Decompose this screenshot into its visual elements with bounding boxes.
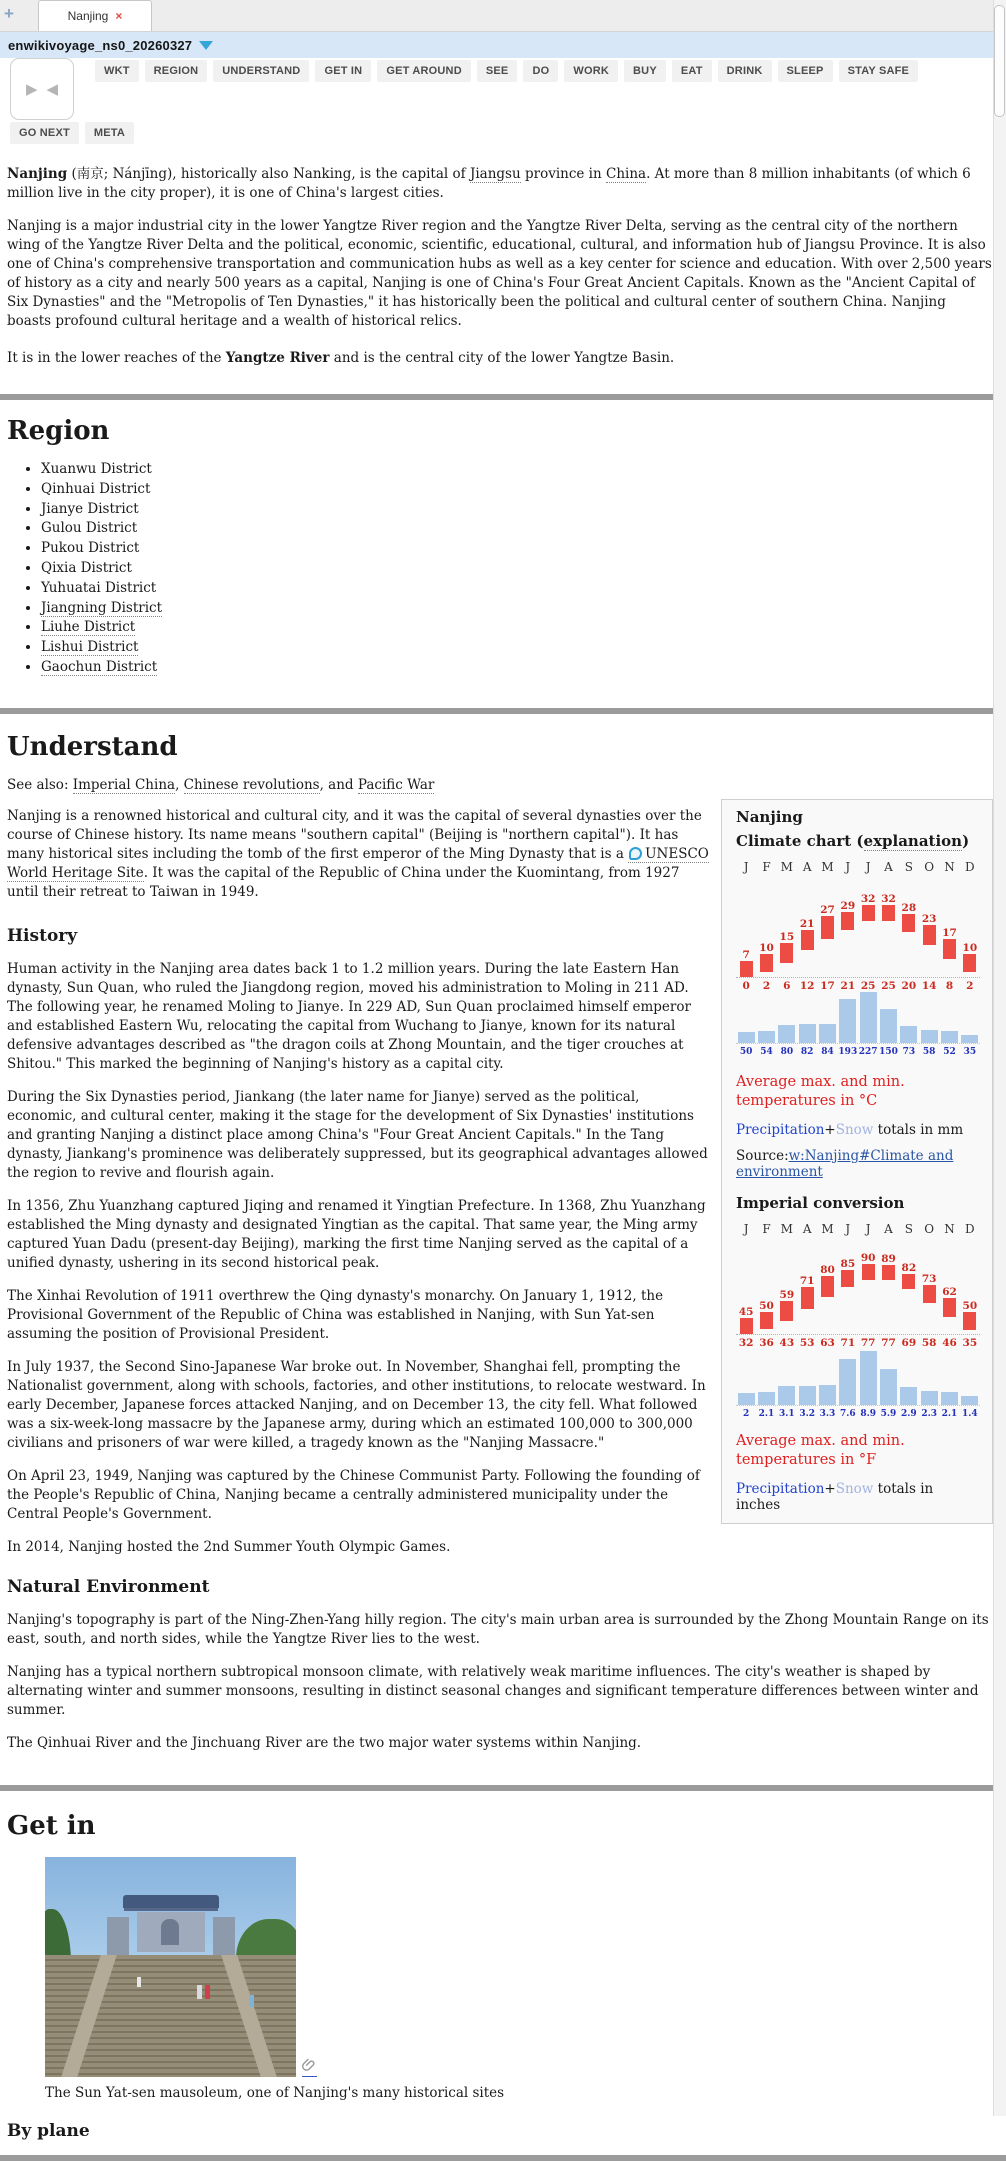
nav-button-see[interactable]: SEE — [477, 60, 518, 82]
month-label: N — [944, 859, 955, 874]
link-precipitation[interactable]: Precipitation — [736, 1481, 825, 1498]
precip-value-label: 2.1 — [758, 1408, 775, 1419]
precip-value-label: 7.6 — [839, 1408, 856, 1419]
precip-bar — [921, 1391, 938, 1405]
text-segment: Nanjing — [7, 166, 68, 182]
precip-value-label: 2 — [743, 1408, 750, 1419]
temp-max-label: 85 — [840, 1258, 856, 1271]
precip-value-label: 3.2 — [799, 1408, 815, 1419]
natural-paragraph-3 — [7, 1734, 993, 1753]
precip-value-label: 227 — [858, 1046, 878, 1057]
temp-max-label: 50 — [962, 1300, 978, 1313]
temp-range-bar — [841, 1270, 854, 1287]
temp-range-bar — [882, 905, 895, 921]
month-label: M — [780, 859, 793, 874]
temp-max-label: 90 — [860, 1252, 876, 1265]
temp-min-label: 46 — [942, 1336, 957, 1349]
precip-bar — [900, 1387, 917, 1404]
chevron-down-icon[interactable] — [199, 41, 213, 50]
temp-max-label: 80 — [820, 1264, 835, 1277]
precip-baseline — [736, 1043, 980, 1044]
precip-bar — [839, 999, 856, 1042]
forward-arrow-icon[interactable]: ▶ — [25, 80, 38, 98]
temp-min-label: 14 — [921, 979, 937, 992]
link-precipitation[interactable]: Precipitation — [736, 1121, 825, 1138]
get-in-heading: Get in — [7, 1810, 96, 1841]
precip-value-label: 35 — [963, 1046, 977, 1057]
month-label: O — [924, 1221, 935, 1236]
precip-bar — [778, 1025, 795, 1043]
link-chinese-revolutions[interactable]: Chinese revolutions — [183, 776, 320, 793]
month-label: J — [845, 1221, 851, 1236]
temp-min-label: 63 — [820, 1336, 835, 1349]
temp-max-label: 32 — [881, 892, 896, 905]
link-jiangsu[interactable]: Jiangsu — [469, 166, 521, 182]
nav-button-buy[interactable]: BUY — [624, 60, 666, 82]
precip-baseline — [736, 1405, 980, 1406]
temp-min-label: 20 — [901, 979, 917, 992]
link-snow[interactable]: Snow — [835, 1481, 874, 1498]
temp-max-label: 10 — [962, 942, 978, 955]
temp-max-label: 62 — [942, 1285, 957, 1298]
text-segment: totals in mm — [873, 1121, 964, 1138]
temp-max-label: 10 — [759, 942, 774, 955]
precip-bar — [880, 1369, 897, 1404]
month-label: J — [865, 859, 871, 874]
link-snow[interactable]: Snow — [835, 1121, 874, 1138]
text-segment: , — [175, 776, 184, 793]
district-qinhuai-district: Qinhuai District — [41, 480, 151, 497]
text-segment: + — [824, 1481, 836, 1498]
temp-range-bar — [780, 1301, 793, 1320]
district-gulou-district: Gulou District — [41, 520, 138, 537]
temp-max-label: 82 — [901, 1261, 917, 1274]
temp-min-label: 53 — [799, 1336, 815, 1349]
temp-range-bar — [821, 916, 834, 939]
temp-min-label: 2 — [762, 979, 771, 992]
section-divider — [0, 1785, 1006, 1791]
temp-max-label: 45 — [738, 1306, 754, 1319]
intro-paragraph-2 — [7, 217, 993, 331]
month-label: S — [904, 859, 913, 874]
month-label: M — [780, 1221, 793, 1236]
temp-min-label: 35 — [962, 1336, 978, 1349]
precip-bar — [819, 1024, 836, 1043]
nav-button-go-next[interactable]: GO NEXT — [10, 122, 79, 144]
month-label: J — [743, 859, 749, 874]
precip-bar — [941, 1031, 958, 1043]
month-label: S — [904, 1221, 913, 1236]
natural-paragraph-1 — [7, 1611, 993, 1649]
district-list-item — [41, 658, 993, 678]
precip-bar — [738, 1032, 755, 1043]
temp-max-label: 59 — [779, 1289, 795, 1302]
month-label: A — [802, 859, 812, 874]
text-segment: + — [824, 1121, 836, 1138]
precip-value-label: 52 — [943, 1046, 956, 1057]
month-label: A — [884, 859, 893, 874]
temp-min-label: 21 — [840, 979, 856, 992]
photo-mausoleum-door — [161, 1919, 179, 1945]
temp-min-label: 25 — [860, 979, 876, 992]
month-label: F — [762, 859, 771, 874]
month-label: A — [802, 1221, 812, 1236]
temp-max-label: 15 — [779, 931, 795, 944]
month-label: M — [821, 859, 834, 874]
tab-title: Nanjing — [67, 9, 109, 23]
temp-range-bar — [740, 961, 753, 977]
precip-bar — [758, 1392, 775, 1405]
attachment-link-icon[interactable] — [302, 2057, 317, 2077]
text-segment: On April 23, 1949, Nanjing was captured by the Chinese Communist Party. Following the founding of the People's Republic of China, Nanjing became a centrally administered municipality under the Central People's Government. — [7, 1467, 700, 1522]
temp-min-label: 77 — [860, 1336, 876, 1349]
text-segment: The Xinhai Revolution of 1911 overthrew the Qing dynasty's monarchy. On January 1, 1912, the Provisional Government of the Republic of China was established in Nanjing, with Sun Yat-sen assuming the position of Provisional President. — [7, 1287, 664, 1342]
text-segment: See also: — [7, 776, 73, 793]
precip-bar — [880, 1009, 897, 1043]
precip-value-label: 2.1 — [941, 1408, 958, 1419]
link-china[interactable]: China — [606, 166, 647, 182]
tab-bar — [0, 0, 1006, 32]
precip-bar — [961, 1035, 978, 1043]
scrollbar-track[interactable] — [993, 0, 1006, 2116]
temp-min-label: 32 — [738, 1336, 754, 1349]
text-segment: In 1356, Zhu Yuanzhang captured Jiqing and renamed it Yingtian Prefecture. In 1368, Zhu Yuanzhang established the Ming dynasty and designated Yingtian as the capital. That same year, the Ming army captured Yuan Dadu (present-day Beijing), marking the first time Nanjing served as the capital of a unified dynasty, ushering in its second historical peak. — [7, 1197, 706, 1271]
text-segment: totals in inches — [736, 1481, 934, 1514]
photo-person — [197, 1985, 202, 1999]
history-heading: History — [7, 925, 78, 946]
text-segment: Nanjing is a major industrial city in the lower Yangtze River region and the Yangtze River Delta, serving as the central city of the northern wing of the Yangtze River Delta and the political, economic, scientific, educational, cultural, and information hub of Jiangsu Province. It is also one of China's comprehensive transportation and communication hubs as well as a key center for science and education. With over 2,500 years of history as a city and nearly 500 years as a capital, Nanjing is one of China's Four Great Ancient Capitals. Known as the "Ancient Capital of Six Dynasties" and the "Metropolis of Ten Dynasties," it has historically been the political and cultural center of southern China. Nanjing boasts profound cultural heritage and a wealth of historical relics. — [7, 218, 992, 329]
intro-paragraph-1 — [7, 165, 993, 203]
precip-bar — [758, 1031, 775, 1043]
region-heading: Region — [7, 416, 110, 446]
nav-button-stay-safe[interactable]: STAY SAFE — [839, 60, 919, 82]
precip-value-label: 3.3 — [819, 1408, 836, 1419]
district-yuhuatai-district: Yuhuatai District — [41, 579, 157, 596]
link-imperial-china[interactable]: Imperial China — [72, 776, 176, 793]
month-label: D — [965, 1221, 975, 1236]
precip-value-label: 150 — [879, 1046, 898, 1057]
fahrenheit-climate-chart — [736, 1222, 980, 1424]
by-plane-heading: By plane — [7, 2120, 90, 2141]
nav-button-understand[interactable]: UNDERSTAND — [213, 60, 309, 82]
nav-button-region[interactable]: REGION — [145, 60, 208, 82]
temp-zero-baseline — [736, 977, 980, 978]
temp-min-label: 43 — [779, 1336, 795, 1349]
collection-bar — [0, 32, 994, 58]
text-segment: province in — [520, 166, 606, 182]
precip-bar — [799, 1386, 816, 1405]
nav-button-drink[interactable]: DRINK — [718, 60, 772, 82]
see-also-line — [7, 776, 993, 795]
precip-value-label: 54 — [760, 1046, 773, 1057]
temp-range-bar — [943, 1298, 956, 1317]
section-nav — [0, 58, 1006, 147]
photo-person — [249, 1995, 254, 2007]
district-list — [7, 460, 993, 678]
photo-caption: The Sun Yat-sen mausoleum, one of Nanjing's many historical sites — [45, 2084, 505, 2101]
temp-max-label: 21 — [799, 917, 815, 930]
natural-environment-heading: Natural Environment — [7, 1576, 210, 1597]
precip-bar — [860, 1351, 877, 1404]
temp-range-bar — [780, 943, 793, 963]
temp-range-bar — [760, 954, 773, 972]
district-jiangning-district[interactable]: Jiangning District — [41, 599, 163, 616]
precip-value-label: 84 — [821, 1046, 834, 1057]
district-list-item — [41, 519, 993, 539]
temp-range-bar — [801, 1287, 814, 1309]
temp-max-label: 29 — [840, 899, 856, 912]
district-list-item — [41, 500, 993, 520]
district-list-item — [41, 579, 993, 599]
text-segment: Yangtze River — [225, 350, 330, 366]
photo-mausoleum-roof — [123, 1895, 219, 1908]
district-list-item — [41, 460, 993, 480]
new-tab-icon[interactable]: + — [4, 4, 14, 23]
temp-min-label: 58 — [921, 1336, 937, 1349]
temp-range-bar — [740, 1318, 753, 1334]
district-list-item — [41, 599, 993, 619]
precip-bar — [778, 1386, 795, 1405]
text-segment: Climate chart ( — [736, 831, 864, 850]
month-label: M — [821, 1221, 834, 1236]
temp-range-bar — [882, 1265, 895, 1279]
nav-button-wkt[interactable]: WKT — [95, 60, 139, 82]
temp-min-label: 2 — [966, 979, 974, 992]
photo-person — [205, 1985, 210, 1999]
district-qixia-district: Qixia District — [41, 559, 132, 576]
back-arrow-icon[interactable]: ◀ — [46, 80, 59, 98]
climate-chart-box — [721, 799, 993, 1524]
collection-name: enwikivoyage_ns0_20260327 — [8, 37, 193, 53]
section-divider — [0, 708, 1006, 714]
fahrenheit-temp-caption: Average max. and min. temperatures in °F — [736, 1432, 905, 1469]
district-xuanwu-district: Xuanwu District — [41, 461, 152, 477]
scrollbar-thumb[interactable] — [994, 5, 1005, 117]
temp-min-label: 77 — [881, 1336, 896, 1349]
nav-button-eat[interactable]: EAT — [672, 60, 712, 82]
fahrenheit-precip-caption — [736, 1481, 978, 1513]
precip-value-label: 2.9 — [900, 1408, 917, 1419]
precip-value-label: 3.1 — [778, 1408, 795, 1419]
text-segment: It is in the lower reaches of the — [7, 350, 226, 366]
temp-range-bar — [862, 905, 875, 921]
temp-min-label: 6 — [783, 979, 791, 992]
photo-person — [137, 1977, 141, 1987]
nav-row-2 — [10, 122, 1006, 144]
precip-bar — [941, 1392, 958, 1405]
intro-paragraph-3 — [7, 349, 993, 368]
temp-max-label: 27 — [820, 904, 835, 917]
temp-range-bar — [902, 914, 915, 932]
nav-button-get-in[interactable]: GET IN — [315, 60, 371, 82]
section-divider — [0, 394, 1006, 400]
temp-range-bar — [821, 1276, 834, 1296]
month-label: F — [762, 1221, 771, 1236]
celsius-precip-caption — [736, 1122, 978, 1138]
temp-range-bar — [902, 1274, 915, 1290]
temp-range-bar — [943, 939, 956, 959]
month-label: J — [865, 1221, 871, 1236]
precip-value-label: 2.3 — [921, 1408, 937, 1419]
temp-max-label: 17 — [942, 926, 957, 939]
precip-bar — [819, 1385, 836, 1405]
photo-pillar — [213, 1917, 235, 1957]
text-segment: Source: — [736, 1147, 789, 1164]
precip-bar — [921, 1030, 938, 1043]
nav-button-get-around[interactable]: GET AROUND — [377, 60, 471, 82]
district-list-item — [41, 638, 993, 658]
precip-value-label: 80 — [780, 1046, 794, 1057]
district-liuhe-district[interactable]: Liuhe District — [41, 619, 136, 636]
temp-range-bar — [841, 912, 854, 930]
temp-range-bar — [963, 954, 976, 972]
article-content — [0, 165, 1006, 2161]
climate-box-title: Nanjing — [736, 807, 803, 826]
precip-value-label: 8.9 — [860, 1408, 876, 1419]
district-jianye-district: Jianye District — [41, 500, 139, 517]
mausoleum-photo[interactable] — [45, 1857, 296, 2077]
temp-range-bar — [963, 1312, 976, 1330]
nav-button-work[interactable]: WORK — [564, 60, 618, 82]
text-segment: ) — [962, 831, 970, 850]
temp-min-label: 17 — [820, 979, 835, 992]
temp-range-bar — [923, 925, 936, 945]
text-segment: , and — [319, 776, 358, 793]
temp-min-label: 25 — [881, 979, 896, 992]
temp-range-bar — [923, 1285, 936, 1303]
link-source-nanjing-climate[interactable]: w:Nanjing#Climate and environment — [736, 1147, 954, 1180]
text-segment: Nanjing has a typical northern subtropical monsoon climate, with relatively weak maritime influences. The city's weather is shaped by alternating winter and summer monsoons, resulting in distinct seasonal changes and significant temperature differences between winter and summer. — [7, 1663, 979, 1718]
temp-max-label: 50 — [759, 1300, 774, 1313]
precip-value-label: 50 — [739, 1046, 753, 1057]
district-list-item — [41, 559, 993, 579]
district-pukou-district: Pukou District — [41, 540, 140, 557]
temp-zero-baseline — [736, 1334, 980, 1335]
tab-nanjing[interactable] — [38, 0, 152, 31]
district-list-item — [41, 480, 993, 500]
precip-bar — [961, 1396, 978, 1404]
precip-value-label: 1.4 — [961, 1408, 978, 1419]
text-segment: Nanjing's topography is part of the Ning-Zhen-Yang hilly region. The city's main urban area is surrounded by the Zhong Mountain Range on its east, south, and north sides, while the Yangtze River lies to the west. — [7, 1611, 989, 1647]
temp-min-label: 12 — [799, 979, 815, 992]
text-segment: (南京; Nánjīng), historically also Nanking, is the capital of — [67, 166, 470, 182]
district-lishui-district[interactable]: Lishui District — [41, 639, 139, 656]
link-explanation[interactable]: explanation — [863, 831, 963, 850]
natural-paragraph-2 — [7, 1663, 993, 1720]
close-tab-icon[interactable]: × — [115, 9, 123, 23]
section-divider — [0, 2155, 1006, 2161]
climate-chart-subtitle — [736, 832, 978, 850]
temp-min-label: 71 — [840, 1336, 856, 1349]
nav-button-do[interactable]: DO — [523, 60, 558, 82]
text-segment: and is the central city of the lower Yangtze Basin. — [329, 350, 675, 366]
nav-button-meta[interactable]: META — [85, 122, 134, 144]
history-nav-box — [10, 58, 74, 120]
precip-bar — [860, 992, 877, 1043]
text-segment: The Qinhuai River and the Jinchuang River are the two major water systems within Nanjing. — [7, 1734, 642, 1751]
month-label: O — [924, 859, 935, 874]
text-segment: . It was the capital of the Republic of China under the Kuomintang, from 1927 until their retreat to Taiwan in 1949. — [7, 864, 680, 900]
temp-min-label: 36 — [759, 1336, 774, 1349]
history-paragraph-7 — [7, 1538, 993, 1557]
month-label: A — [884, 1221, 893, 1236]
month-label: N — [944, 1221, 955, 1236]
text-segment: . At more than 8 million inhabitants (of which 6 million live in the city proper), it is one of China's largest cities. — [7, 166, 971, 201]
district-gaochun-district[interactable]: Gaochun District — [41, 658, 158, 675]
temp-max-label: 28 — [901, 901, 917, 914]
temp-max-label: 23 — [921, 913, 937, 926]
imperial-conversion-title: Imperial conversion — [736, 1193, 905, 1212]
temp-range-bar — [862, 1264, 875, 1280]
text-segment: Nanjing is a renowned historical and cultural city, and it was the capital of several dynasties over the course of Chinese history. Its name means "southern capital" (Beijing is "northern capital"). It has many historical sites including the tomb of the first emperor of the Ming Dynasty that is a — [7, 807, 702, 862]
temp-max-label: 32 — [860, 892, 876, 905]
text-segment: In 2014, Nanjing hosted the 2nd Summer Youth Olympic Games. — [7, 1538, 451, 1555]
month-label: J — [845, 859, 851, 874]
nav-row-1 — [0, 58, 1006, 82]
link-pacific-war[interactable]: Pacific War — [357, 776, 435, 793]
understand-heading: Understand — [7, 731, 178, 762]
celsius-climate-chart — [736, 860, 980, 1065]
temp-max-label: 7 — [742, 949, 750, 962]
temp-range-bar — [801, 930, 814, 950]
month-label: D — [965, 859, 975, 874]
nav-button-sleep[interactable]: SLEEP — [778, 60, 833, 82]
temp-max-label: 89 — [881, 1253, 896, 1266]
photo-pillar — [107, 1917, 129, 1957]
precip-bar — [799, 1024, 816, 1042]
text-segment: During the Six Dynasties period, Jiankang (the later name for Jianye) served as the political, economic, and cultural center, making it the stage for the development of Six Dynasties' institutions and granting Nanjing a distinct place among China's "Four Great Ancient Capitals." In the Tang dynasty, Jiankang's prominence was deliberately suppressed, but its geographical advantages allowed the region to revive and flourish again. — [7, 1088, 708, 1181]
celsius-temp-caption: Average max. and min. temperatures in °C — [736, 1073, 905, 1110]
temp-min-label: 69 — [901, 1336, 917, 1349]
precip-bar — [839, 1359, 856, 1405]
temp-max-label: 71 — [799, 1275, 815, 1288]
precip-value-label: 58 — [922, 1046, 936, 1057]
climate-source-line — [736, 1148, 978, 1180]
precip-value-label: 82 — [800, 1046, 814, 1057]
precip-value-label: 5.9 — [880, 1408, 897, 1419]
month-label: J — [743, 1221, 749, 1236]
temp-min-label: 8 — [945, 979, 954, 992]
link-unesco-world-heritage-site[interactable]: UNESCO World Heritage Site — [7, 845, 709, 881]
temp-range-bar — [760, 1312, 773, 1329]
precip-bar — [900, 1026, 917, 1042]
precip-value-label: 193 — [838, 1046, 858, 1057]
district-list-item — [41, 539, 993, 559]
text-segment: In July 1937, the Second Sino-Japanese War broke out. In November, Shanghai fell, prompting the Nationalist government, along with schools, factories, and other institutions, to relocate westward. In early December, Japanese forces attacked Nanjing, and on December 13, the city fell. What followed was a six-week-long massacre by the Japanese army, during which an estimated 100,000 to 300,000 civilians and prisoners of war were killed, a tragedy known as the "Nanjing Massacre." — [7, 1358, 706, 1451]
precip-value-label: 73 — [902, 1046, 916, 1057]
precip-bar — [738, 1393, 755, 1405]
text-segment: Human activity in the Nanjing area dates back 1 to 1.2 million years. During the late Eastern Han dynasty, Sun Quan, who ruled the Jiangdong region, moved his administration to Moling in 211 AD. The following year, he renamed Moling to Jianye. In 229 AD, Sun Quan proclaimed himself emperor and established Eastern Wu, relocating the capital from Wuchang to Jianye, known for its natural defensive advantages described as "the dragon coils at Zhong Mountain, and the tiger crouches at Shitou." This marked the beginning of Nanjing's history as a capital city. — [7, 960, 691, 1072]
temp-max-label: 73 — [921, 1272, 937, 1285]
temp-min-label: 0 — [742, 979, 750, 992]
district-list-item — [41, 618, 993, 638]
